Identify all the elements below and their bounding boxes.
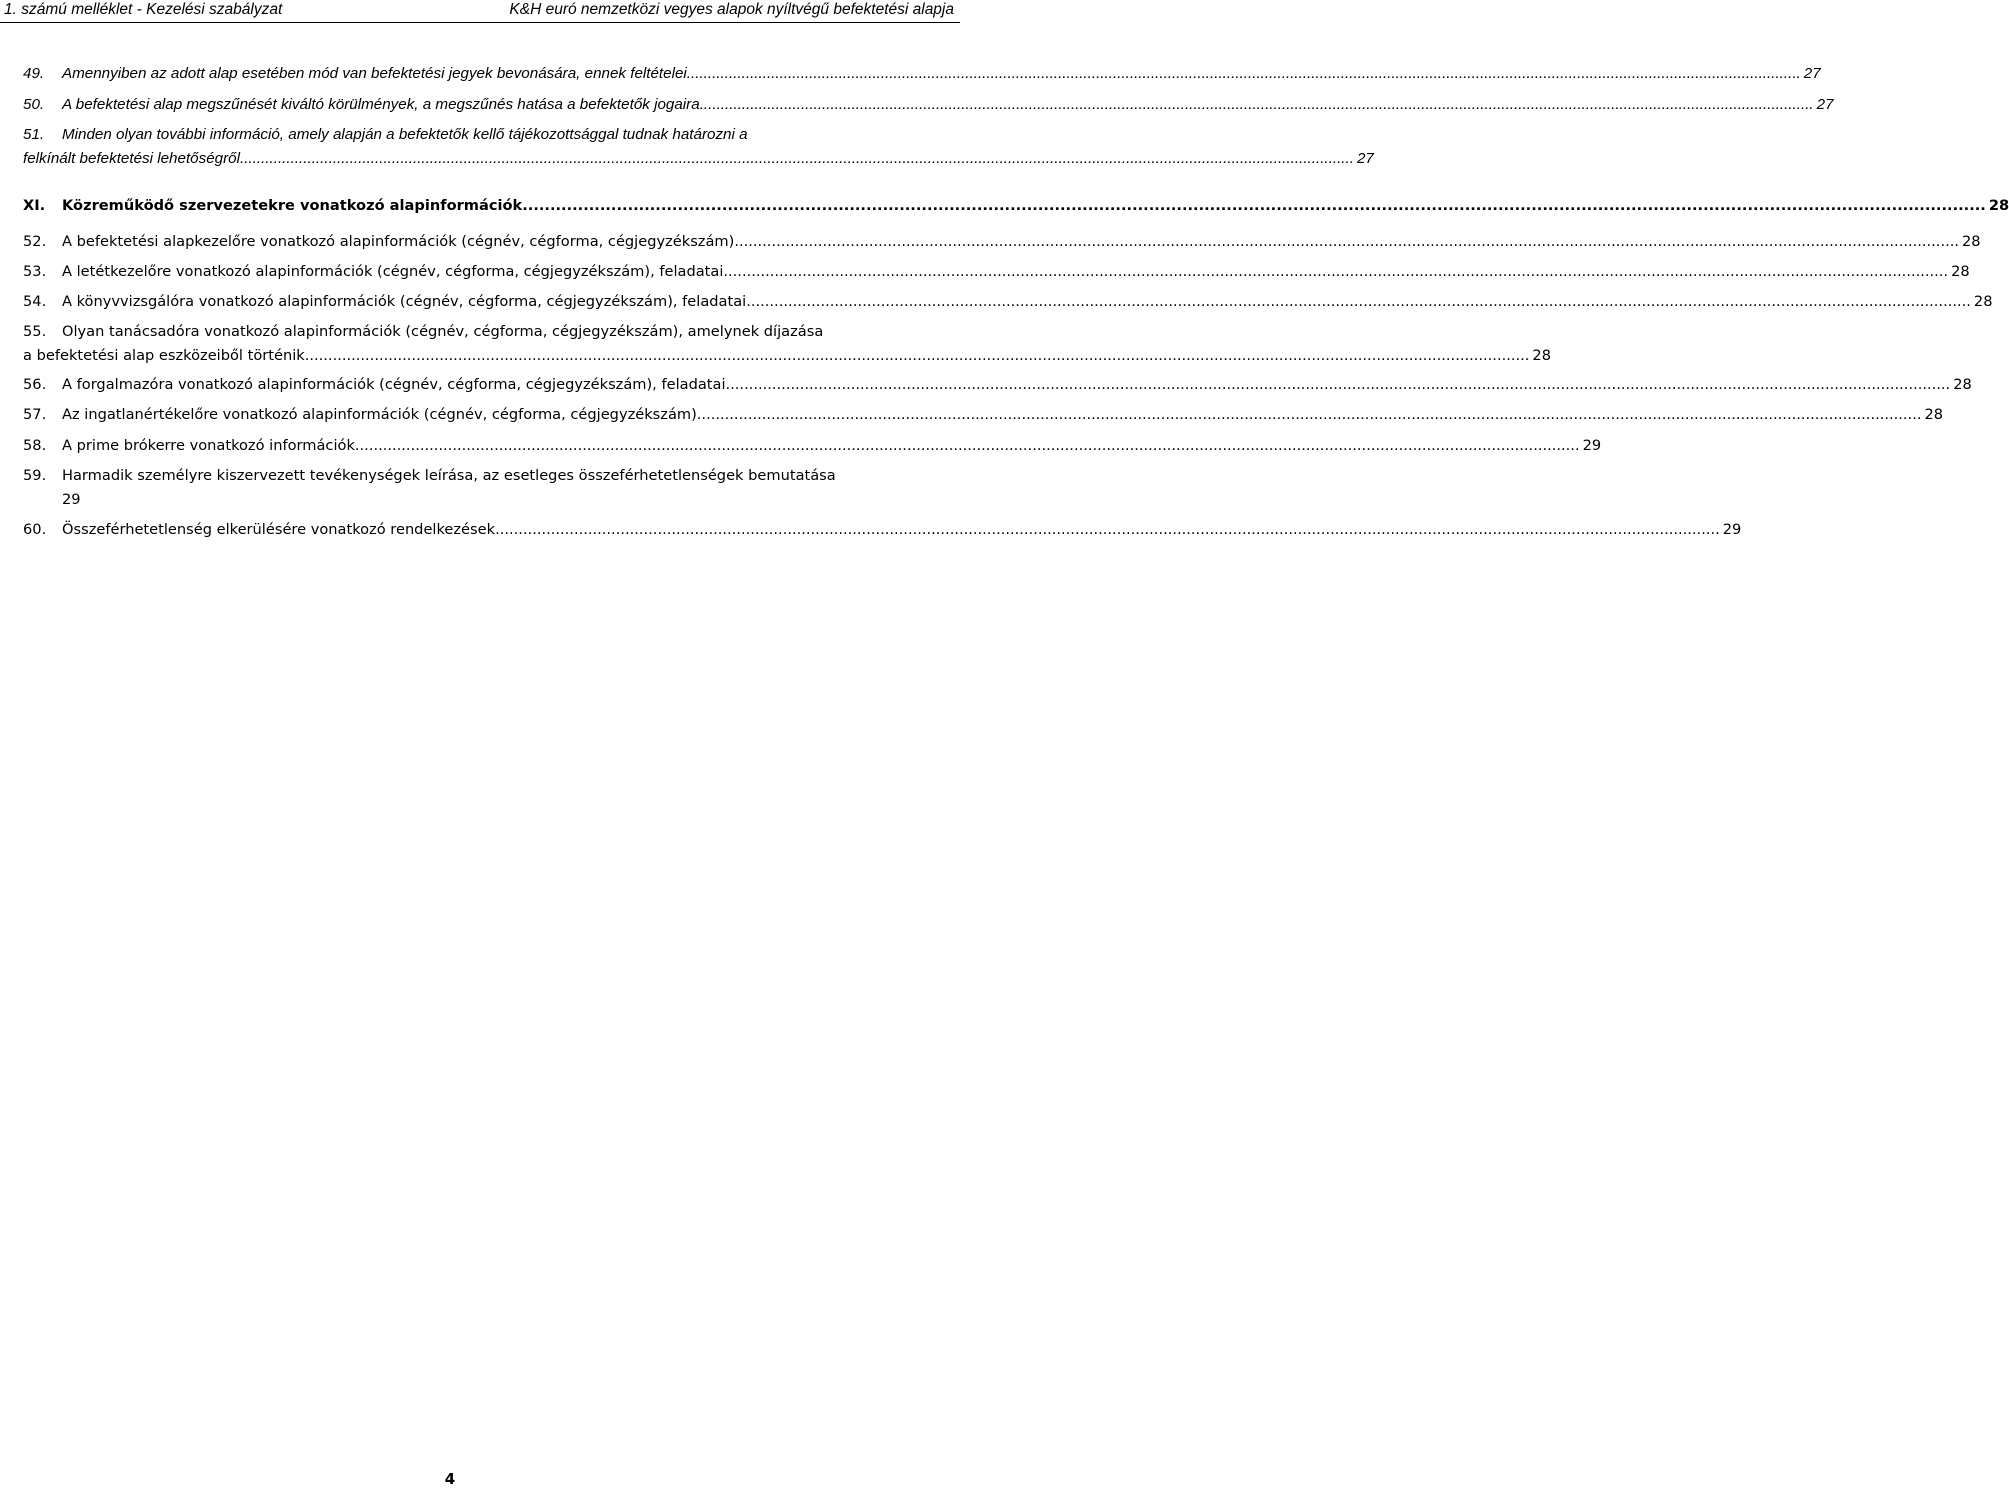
toc-entry-number: 59. [23, 467, 47, 484]
toc-leader-dots [305, 344, 1530, 368]
toc-entry-58[interactable] [23, 434, 1602, 458]
toc-entry-number: 56. [23, 376, 47, 393]
toc-leader-dots [734, 230, 1959, 254]
toc-entry-number: 57. [23, 406, 47, 423]
toc-entry-53[interactable] [23, 260, 1970, 284]
toc-entry-title: A befektetési alapkezelőre vonatkozó alapinformációk (cégnév, cégforma, cégjegyzékszám) [62, 233, 735, 250]
toc-entry-title: Amennyiben az adott alap esetében mód van befektetési jegyek bevonására, ennek feltételei [62, 65, 687, 82]
toc-entry-title: Harmadik személyre kiszervezett tevékenységek leírása, az esetleges összeférhetetlenségek bemutatása [62, 467, 836, 484]
toc-entry-51[interactable] [23, 123, 1374, 171]
toc-entry-page: 28 [1532, 347, 1551, 364]
toc-entry-56[interactable] [23, 373, 1972, 397]
toc-entry-page: 29 [1722, 521, 1742, 538]
toc-entry-title: Összeférhetetlenség elkerülésére vonatkozó rendelkezések [62, 521, 496, 538]
toc-entry-number: 49. [23, 65, 45, 82]
toc-leader-dots [726, 373, 1951, 397]
toc-entry-54[interactable] [23, 290, 1993, 314]
toc-entry-page: 28 [1951, 263, 1970, 280]
toc-entry-number: 52. [23, 233, 47, 250]
toc-entry-page: 27 [1803, 65, 1821, 82]
toc-entry-number: 53. [23, 263, 47, 280]
toc-section-number: XI. [23, 197, 46, 214]
toc-entry-title: A befektetési alap megszűnését kiváltó körülmények, a megszűnés hatása a befektetők jogaira [62, 96, 700, 113]
toc-entry-60[interactable] [23, 518, 1742, 542]
toc-leader-dots [697, 403, 1922, 427]
toc-entry-page: 29 [62, 491, 81, 508]
toc-leader-dots [240, 147, 1354, 171]
toc-leader-dots [700, 93, 1814, 117]
toc-leader-dots [495, 518, 1720, 542]
toc-entry-title: A könyvvizsgálóra vonatkozó alapinformációk (cégnév, cégforma, cégjegyzékszám), feladatai [62, 293, 747, 310]
toc-leader-dots [522, 194, 1986, 218]
toc-entry-title: Olyan tanácsadóra vonatkozó alapinformációk (cégnév, cégforma, cégjegyzékszám), amelynek díjazása [62, 323, 824, 340]
toc-entry-50[interactable] [23, 93, 1834, 117]
toc-entry-49[interactable] [23, 62, 1821, 86]
toc-entry-number: 58. [23, 437, 47, 454]
toc-entry-page: 28 [1962, 233, 1981, 250]
toc-entry-page: 28 [1973, 293, 1993, 310]
toc-entry-number: 60. [23, 521, 47, 538]
toc-entry-title-cont: felkínált befektetési lehetőségről [23, 150, 240, 167]
page-header [0, 0, 960, 23]
header-right-title: K&H euró nemzetközi vegyes alapok nyíltvégű befektetési alapja [509, 1, 954, 18]
toc-leader-dots [355, 434, 1580, 458]
toc-section-title: Közreműködő szervezetekre vonatkozó alapinformációk [62, 197, 523, 214]
toc-entry-title: A forgalmazóra vonatkozó alapinformációk (cégnév, cégforma, cégjegyzékszám), feladatai [62, 376, 726, 393]
toc-entry-title: A letétkezelőre vonatkozó alapinformációk (cégnév, cégforma, cégjegyzékszám), feladatai [62, 263, 724, 280]
toc-entry-59[interactable] [23, 464, 897, 512]
toc-section-xi[interactable] [23, 194, 2009, 218]
toc-entry-page: 28 [1924, 406, 1944, 423]
toc-entry-title: Minden olyan további információ, amely alapján a befektetők kellő tájékozottsággal tudnak határozni a [62, 126, 748, 143]
toc-leader-dots [723, 260, 1948, 284]
toc-entry-number: 55. [23, 323, 47, 340]
toc-entry-number: 51. [23, 126, 45, 143]
toc-entry-number: 50. [23, 96, 45, 113]
toc-entry-number: 54. [23, 293, 47, 310]
toc-leader-dots [687, 62, 1801, 86]
toc-entry-57[interactable] [23, 403, 1944, 427]
toc-entry-title: A prime brókerre vonatkozó információk [62, 437, 355, 454]
toc-entry-title: Az ingatlanértékelőre vonatkozó alapinformációk (cégnév, cégforma, cégjegyzékszám) [62, 406, 697, 423]
toc-entry-page: 27 [1356, 150, 1374, 167]
toc-entry-page: 27 [1816, 96, 1834, 113]
toc-entry-page: 28 [1988, 197, 2009, 214]
toc-entry-page: 28 [1953, 376, 1972, 393]
page-number: 4 [444, 1470, 456, 1488]
toc-entry-52[interactable] [23, 230, 1981, 254]
toc-entry-page: 29 [1582, 437, 1602, 454]
header-left-title: 1. számú melléklet - Kezelési szabályzat [4, 1, 283, 18]
toc-entry-55[interactable] [23, 320, 1551, 368]
toc-entry-title-cont: a befektetési alap eszközeiből történik [23, 347, 305, 364]
toc-leader-dots [746, 290, 1971, 314]
